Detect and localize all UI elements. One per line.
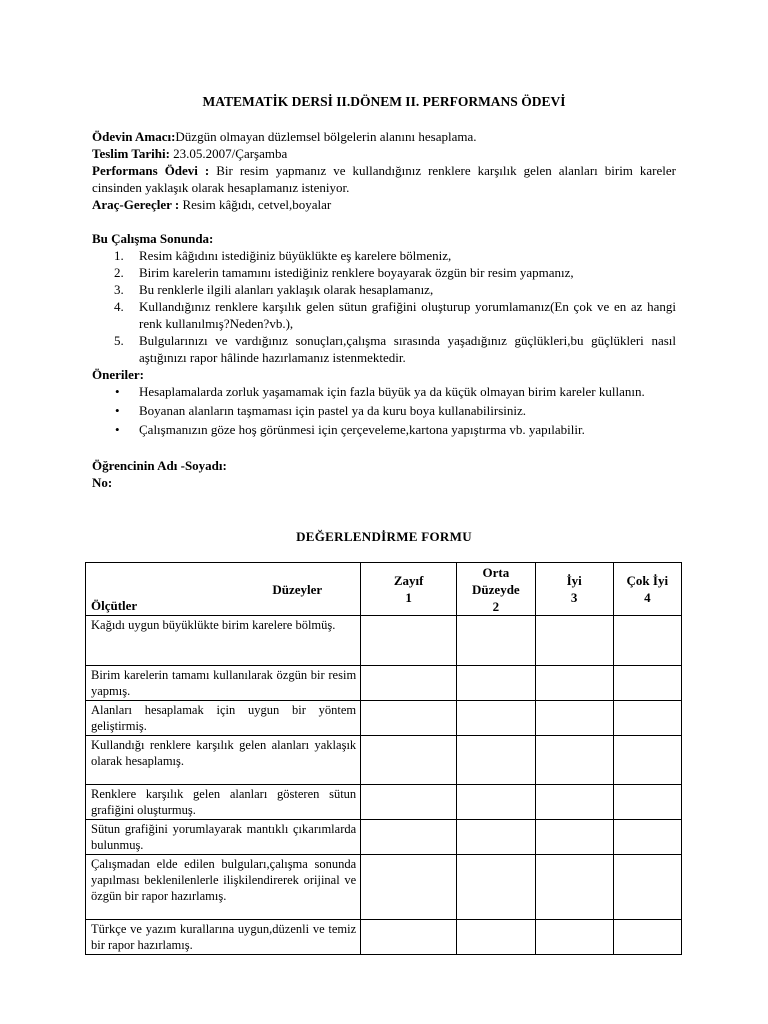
column-score: 4 bbox=[644, 590, 651, 605]
score-cell[interactable] bbox=[535, 701, 613, 736]
list-item bbox=[92, 247, 676, 264]
student-name-label: Öğrencinin Adı -Soyadı: bbox=[92, 458, 227, 473]
column-header-good bbox=[535, 563, 613, 616]
score-cell[interactable] bbox=[613, 920, 681, 955]
column-header-very-good bbox=[613, 563, 681, 616]
score-cell[interactable] bbox=[535, 616, 613, 666]
score-cell[interactable] bbox=[535, 666, 613, 701]
table-row bbox=[86, 785, 682, 820]
item-number: 2. bbox=[114, 265, 124, 280]
item-text: Birim karelerin tamamını istediğiniz renklere boyayarak özgün bir resim yapmanız, bbox=[139, 265, 574, 280]
score-cell[interactable] bbox=[361, 820, 457, 855]
score-cell[interactable] bbox=[613, 736, 681, 785]
score-cell[interactable] bbox=[361, 616, 457, 666]
table-row bbox=[86, 736, 682, 785]
tools-line bbox=[92, 196, 676, 213]
column-header-weak bbox=[361, 563, 457, 616]
column-score: 3 bbox=[570, 590, 578, 605]
table-row bbox=[86, 666, 682, 701]
criterion-cell: Sütun grafiğini yorumlayarak mantıklı çıkarımlarda bulunmuş. bbox=[86, 820, 361, 855]
score-cell[interactable] bbox=[535, 820, 613, 855]
score-cell[interactable] bbox=[535, 920, 613, 955]
list-item bbox=[92, 332, 676, 366]
table-row bbox=[86, 855, 682, 920]
column-name: Orta Düzeyde bbox=[472, 564, 520, 597]
score-cell[interactable] bbox=[535, 855, 613, 920]
item-number: 5. bbox=[114, 333, 124, 348]
score-cell[interactable] bbox=[613, 855, 681, 920]
score-cell[interactable] bbox=[361, 701, 457, 736]
performance-line bbox=[92, 162, 676, 196]
score-cell[interactable] bbox=[613, 820, 681, 855]
document-title: MATEMATİK DERSİ II.DÖNEM II. PERFORMANS ÖDEVİ bbox=[202, 94, 566, 109]
bullet-icon: • bbox=[115, 403, 120, 418]
score-cell[interactable] bbox=[613, 785, 681, 820]
performance-value: Bir resim yapmanız ve kullandığınız renklere karşılık gelen alanları birim kareler cinsinden yaklaşık olarak hesaplamanız isteniyor. bbox=[92, 163, 676, 195]
criteria-label: Ölçütler bbox=[91, 598, 138, 613]
evaluation-table bbox=[85, 562, 682, 955]
column-name: İyi bbox=[566, 573, 582, 588]
item-number: 4. bbox=[114, 299, 124, 314]
column-name: Çok İyi bbox=[626, 573, 669, 588]
spacer bbox=[92, 213, 676, 230]
score-cell[interactable] bbox=[613, 616, 681, 666]
suggestions-list bbox=[92, 383, 676, 438]
suggestions-heading: Öneriler: bbox=[92, 367, 144, 382]
item-text: Kullandığınız renklere karşılık gelen sütun grafiğini oluşturup yorumlamanız(En çok ve en az hangi renk kullanılmış?Neden?vb.), bbox=[139, 299, 676, 331]
item-text: Bulgularınızı ve vardığınız sonuçları,çalışma sırasında yaşadığınız güçlükleri,bu güçlükleri nasıl aştığınızı rapor hâlinde hazırlamanız istenmektedir. bbox=[139, 333, 676, 365]
outcomes-heading: Bu Çalışma Sonunda: bbox=[92, 231, 214, 246]
criterion-cell: Birim karelerin tamamı kullanılarak özgün bir resim yapmış. bbox=[86, 666, 361, 701]
criterion-cell: Türkçe ve yazım kurallarına uygun,düzenli ve temiz bir rapor hazırlamış. bbox=[86, 920, 361, 955]
table-row bbox=[86, 701, 682, 736]
bullet-icon: • bbox=[115, 422, 120, 437]
score-cell[interactable] bbox=[613, 701, 681, 736]
criterion-cell: Alanları hesaplamak için uygun bir yöntem geliştirmiş. bbox=[86, 701, 361, 736]
item-text: Boyanan alanların taşmaması için pastel ya da kuru boya kullanabilirsiniz. bbox=[139, 403, 526, 418]
score-cell[interactable] bbox=[361, 920, 457, 955]
score-cell[interactable] bbox=[457, 616, 536, 666]
due-date-line bbox=[92, 145, 676, 162]
list-item bbox=[92, 264, 676, 281]
item-number: 3. bbox=[114, 282, 124, 297]
header-corner-cell bbox=[86, 563, 361, 616]
performance-label: Performans Ödevi : bbox=[92, 163, 210, 178]
item-text: Hesaplamalarda zorluk yaşamamak için fazla büyük ya da küçük olmayan birim kareler kullanın. bbox=[139, 384, 645, 399]
purpose-line bbox=[92, 128, 676, 145]
score-cell[interactable] bbox=[457, 666, 536, 701]
bullet-icon: • bbox=[115, 384, 120, 399]
column-header-medium bbox=[457, 563, 536, 616]
criterion-cell: Çalışmadan elde edilen bulguları,çalışma sonunda yapılması beklenilenlerle ilişkilendirerek orijinal ve özgün bir rapor hazırlamış. bbox=[86, 855, 361, 920]
score-cell[interactable] bbox=[361, 855, 457, 920]
item-text: Bu renklerle ilgili alanları yaklaşık olarak hesaplamanız, bbox=[139, 282, 434, 297]
score-cell[interactable] bbox=[457, 701, 536, 736]
column-score: 1 bbox=[405, 590, 412, 605]
due-date-value: 23.05.2007/Çarşamba bbox=[169, 146, 288, 161]
outcomes-list bbox=[92, 247, 676, 366]
assignment-info bbox=[92, 128, 676, 491]
tools-label: Araç-Gereçler : bbox=[92, 197, 180, 212]
list-item bbox=[92, 383, 676, 400]
score-cell[interactable] bbox=[613, 666, 681, 701]
score-cell[interactable] bbox=[457, 785, 536, 820]
column-score: 2 bbox=[492, 598, 500, 614]
spacer bbox=[92, 440, 676, 457]
score-cell[interactable] bbox=[457, 736, 536, 785]
list-item bbox=[92, 402, 676, 419]
score-cell[interactable] bbox=[361, 666, 457, 701]
due-date-label: Teslim Tarihi: bbox=[92, 146, 170, 161]
criterion-cell: Kullandığı renklere karşılık gelen alanları yaklaşık olarak hesaplamış. bbox=[86, 736, 361, 785]
purpose-value: Düzgün olmayan düzlemsel bölgelerin alanını hesaplama. bbox=[175, 129, 477, 144]
score-cell[interactable] bbox=[457, 920, 536, 955]
table-row bbox=[86, 820, 682, 855]
table-header-row bbox=[86, 563, 682, 616]
score-cell[interactable] bbox=[361, 736, 457, 785]
tools-value: Resim kâğıdı, cetvel,boyalar bbox=[179, 197, 332, 212]
evaluation-form-title: DEĞERLENDİRME FORMU bbox=[296, 529, 472, 544]
table-row bbox=[86, 920, 682, 955]
item-text: Resim kâğıdını istediğiniz büyüklükte eş karelere bölmeniz, bbox=[139, 248, 452, 263]
score-cell[interactable] bbox=[361, 785, 457, 820]
list-item bbox=[92, 298, 676, 332]
table-row bbox=[86, 616, 682, 666]
levels-label: Düzeyler bbox=[272, 582, 323, 597]
item-number: 1. bbox=[114, 248, 124, 263]
score-cell[interactable] bbox=[457, 855, 536, 920]
score-cell[interactable] bbox=[457, 820, 536, 855]
criterion-cell: Kağıdı uygun büyüklükte birim karelere bölmüş. bbox=[86, 616, 361, 666]
criterion-cell: Renklere karşılık gelen alanları gösteren sütun grafiğini oluşturmuş. bbox=[86, 785, 361, 820]
column-name: Zayıf bbox=[393, 573, 424, 588]
item-text: Çalışmanızın göze hoş görünmesi için çerçeveleme,kartona yapıştırma vb. yapılabilir. bbox=[139, 422, 585, 437]
purpose-label: Ödevin Amacı: bbox=[92, 129, 176, 144]
student-number-label: No: bbox=[92, 475, 113, 490]
score-cell[interactable] bbox=[535, 785, 613, 820]
list-item bbox=[92, 421, 676, 438]
list-item bbox=[92, 281, 676, 298]
score-cell[interactable] bbox=[535, 736, 613, 785]
